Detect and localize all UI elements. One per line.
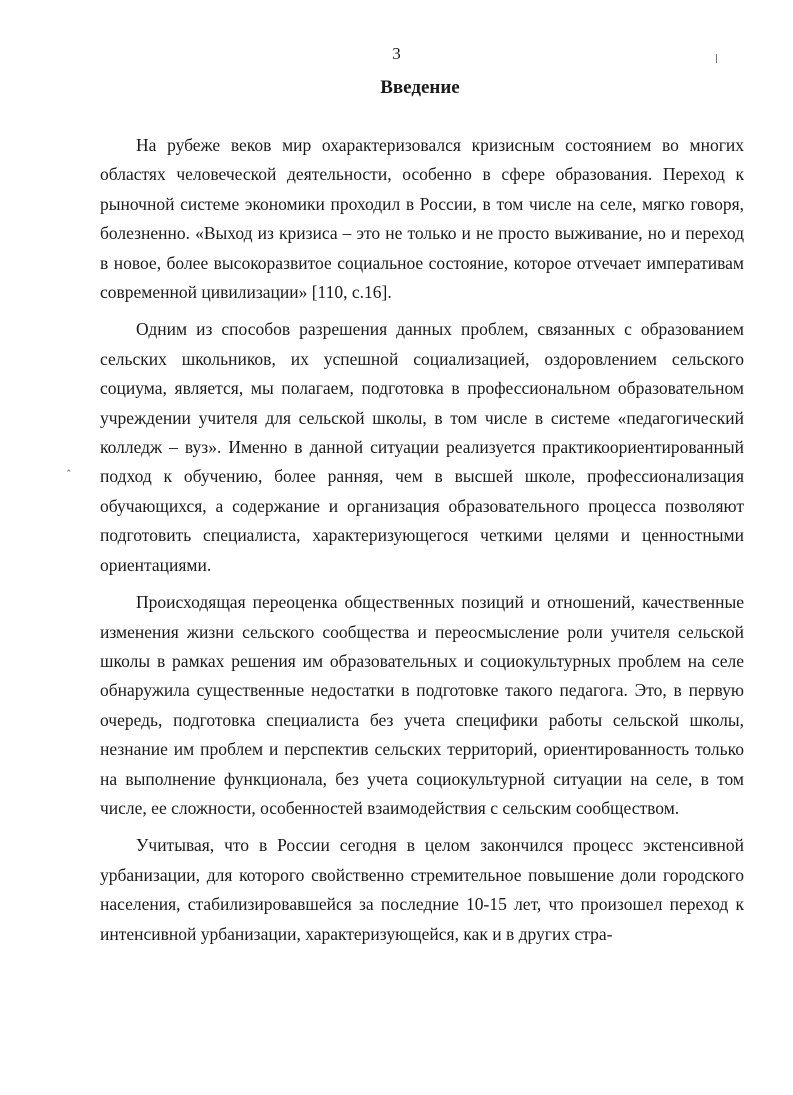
paragraph: Одним из способов разрешения данных проблем, связанных с образованием сельских школьников, их успешной социализацией, оздоровлением сельского социума, является, мы полагаем, подготовка в профессиональном образовательном учреждении учителя для сельской школы, в том числе в системе «педагогический колледж – вуз». Именно в данной ситуации реализуется практикоориентированный подход к обучению, более ранняя, чем в высшей школе, профессионализация обучающихся, а содержание и организация образовательного процесса позволяют подготовить специалиста, характеризующегося четкими целями и ценностными ориентациями. bbox=[100, 319, 744, 575]
section-title: Введение bbox=[380, 77, 460, 98]
scan-mark bbox=[716, 54, 717, 63]
paragraph: Происходящая переоценка общественных позиций и отношений, качественные изменения жизни сельского сообщества и переосмысление роли учителя сельской школы в рамках решения им образовательных и социокультурных проблем на селе обнаружила существенные недостатки в подготовке такого педагога. Это, в первую очередь, подготовка специалиста без учета специфики работы сельской школы, незнание им проблем и перспектив сельских территорий, ориентированность только на выполнение функционала, без учета социокультурной ситуации на селе, в том числе, ее сложности, особенностей взаимодействия с сельским сообществом. bbox=[100, 592, 744, 818]
scan-mark: ˆ bbox=[66, 468, 72, 481]
paragraph: На рубеже веков мир охарактеризовался кризисным состоянием во многих областях человеческой деятельности, особенно в сфере образования. Переход к рыночной системе экономики проходил в России, в том числе на селе, мягко говоря, болезненно. «Выход из кризиса – это не только и не просто выживание, но и переход в новое, более высокоразвитое социальное состояние, которое отvечает императивам современной цивилизации» [110, с.16]. bbox=[100, 135, 744, 303]
paragraph: Учитывая, что в России сегодня в целом закончился процесс экстенсивной урбанизации, для которого свойственно стремительное повышение доли городского населения, стабилизировавшейся за последние 10-15 лет, что произошел переход к интенсивной урбанизации, характеризующейся, как и в других стра- bbox=[100, 835, 744, 944]
body-text bbox=[100, 131, 744, 949]
page-number: 3 bbox=[392, 44, 401, 63]
